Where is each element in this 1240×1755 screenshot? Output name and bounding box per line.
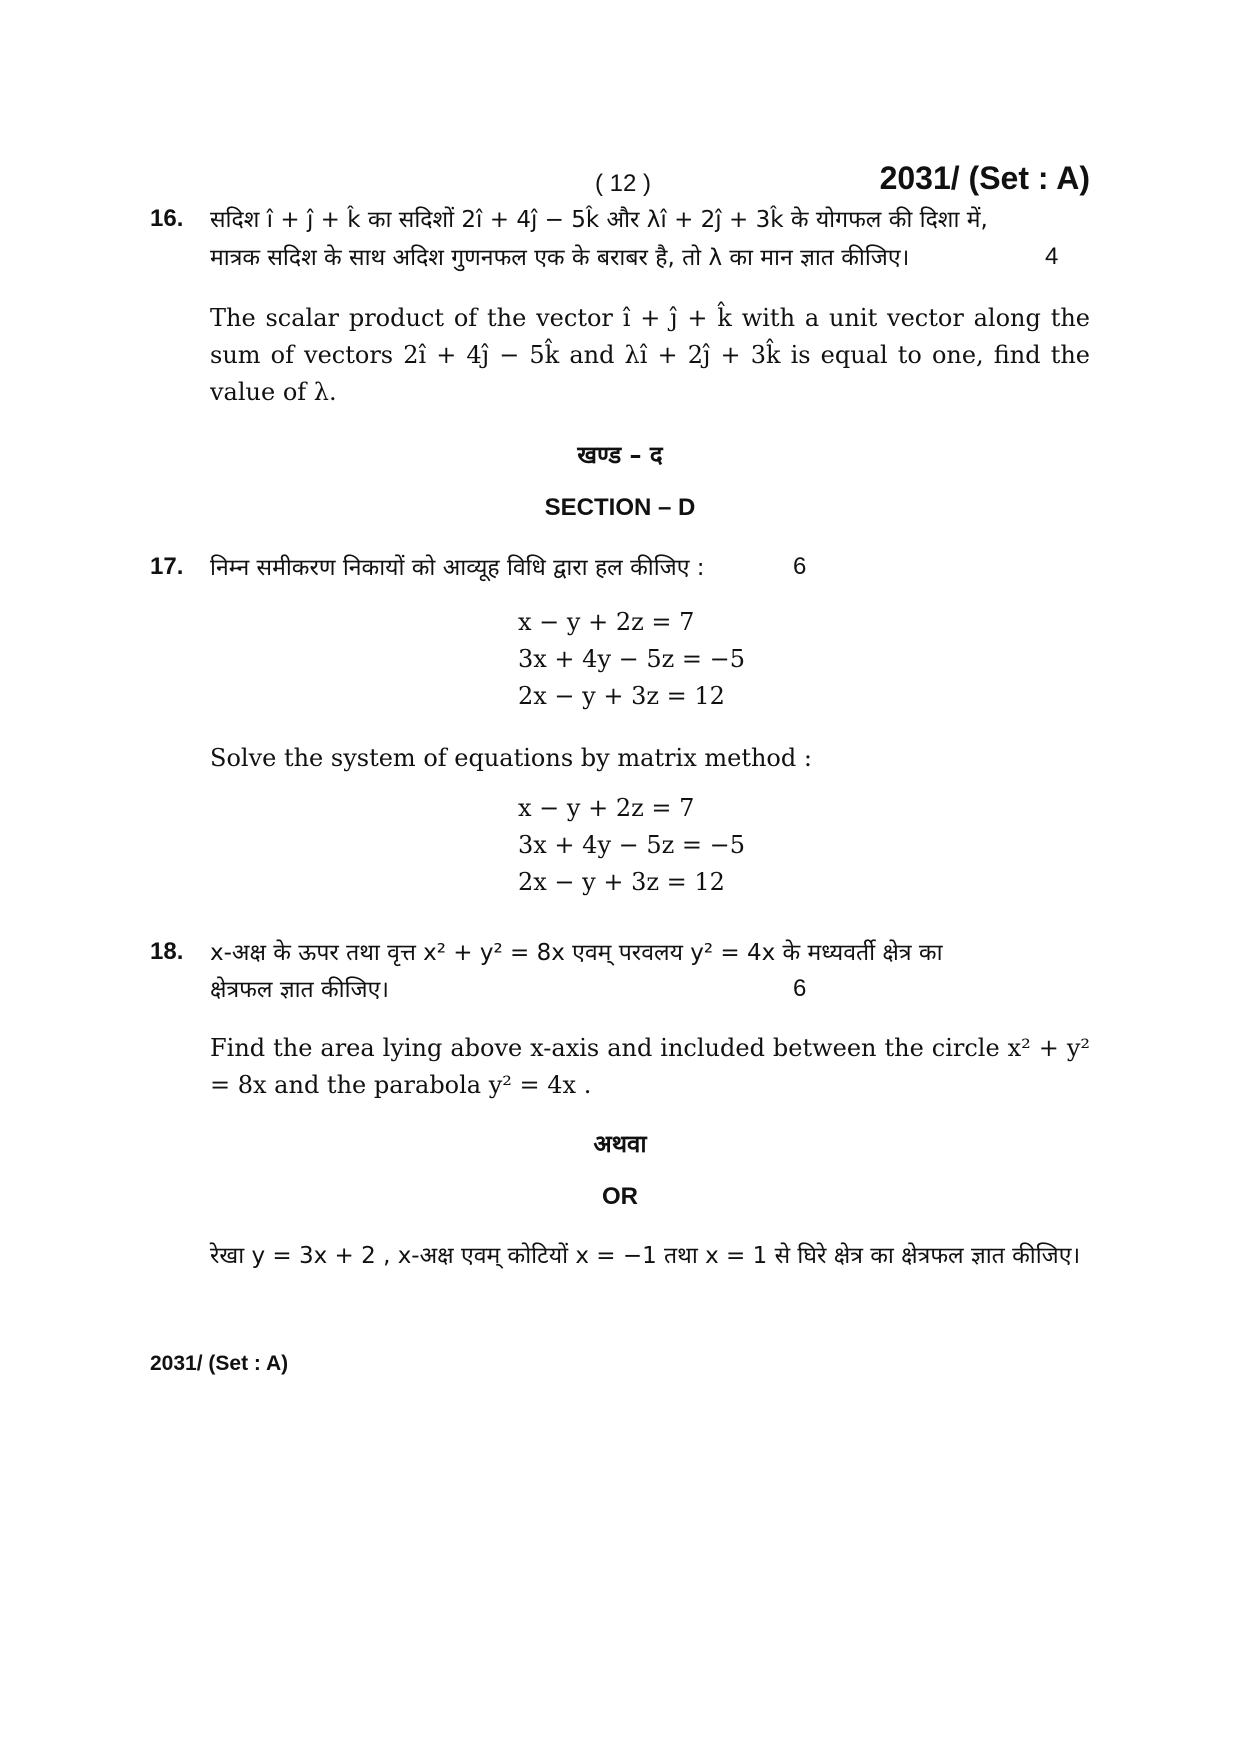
equation: 3x + 4y − 5z = −5 (518, 645, 746, 673)
q18-hindi-line2: क्षेत्रफल ज्ञात कीजिए। (210, 977, 390, 1003)
paper-code-footer: 2031/ (Set : A) (150, 1352, 289, 1375)
q18-alternative-hindi: रेखा y = 3x + 2 , x-अक्ष एवम् कोटियों x = −1 तथा x = 1 से घिरे क्षेत्र का क्षेत्रफल ज्ञात कीजिए। (210, 1243, 1081, 1269)
q16-hindi-line1: सदिश î + ĵ + k̂ का सदिशों 2î + 4ĵ − 5k̂ और λî + 2ĵ + 3k̂ के योगफल की दिशा में, (210, 207, 988, 233)
q16-marks: 4 (1045, 243, 1059, 270)
q16-english: The scalar product of the vector î + ĵ + k̂ with a unit vector along the sum of vectors 2î + 4ĵ − 5k̂ and λî + 2ĵ + 3k̂ is equal to one, find the value of λ. (210, 304, 1090, 406)
q18-marks: 6 (793, 975, 807, 1002)
q17-equations-hindi (518, 604, 745, 715)
question-number-18: 18. (150, 938, 184, 965)
q18-hindi-line1: x-अक्ष के ऊपर तथा वृत्त x² + y² = 8x एवम् परवलय y² = 4x के मध्यवर्ती क्षेत्र का (210, 940, 943, 966)
or-hindi: अथवा (593, 1130, 647, 1158)
equation: 2x − y + 3z = 12 (518, 868, 725, 896)
equation: 3x + 4y − 5z = −5 (518, 831, 746, 859)
paper-code-header: 2031/ (Set : A) (879, 160, 1090, 196)
section-heading-english: SECTION – D (544, 494, 696, 521)
q17-hindi: निम्न समीकरण निकायों को आव्यूह विधि द्वारा हल कीजिए : (210, 555, 705, 581)
q17-marks: 6 (793, 553, 807, 580)
q18-english: Find the area lying above x-axis and included between the circle x² + y² = 8x and the parabola y² = 4x . (210, 1034, 1090, 1099)
section-heading-hindi: खण्ड – द (577, 441, 663, 469)
q16-hindi-line2: मात्रक सदिश के साथ अदिश गुणनफल एक के बराबर है, तो λ का मान ज्ञात कीजिए। (210, 245, 910, 271)
or-english: OR (602, 1183, 638, 1210)
equation: x − y + 2z = 7 (518, 608, 695, 636)
question-number-17: 17. (150, 553, 184, 580)
equation: 2x − y + 3z = 12 (518, 682, 725, 710)
q17-equations-english (518, 790, 745, 901)
equation: x − y + 2z = 7 (518, 794, 695, 822)
question-number-16: 16. (150, 205, 184, 232)
q17-english: Solve the system of equations by matrix method : (210, 744, 812, 772)
page-number: ( 12 ) (595, 170, 652, 197)
